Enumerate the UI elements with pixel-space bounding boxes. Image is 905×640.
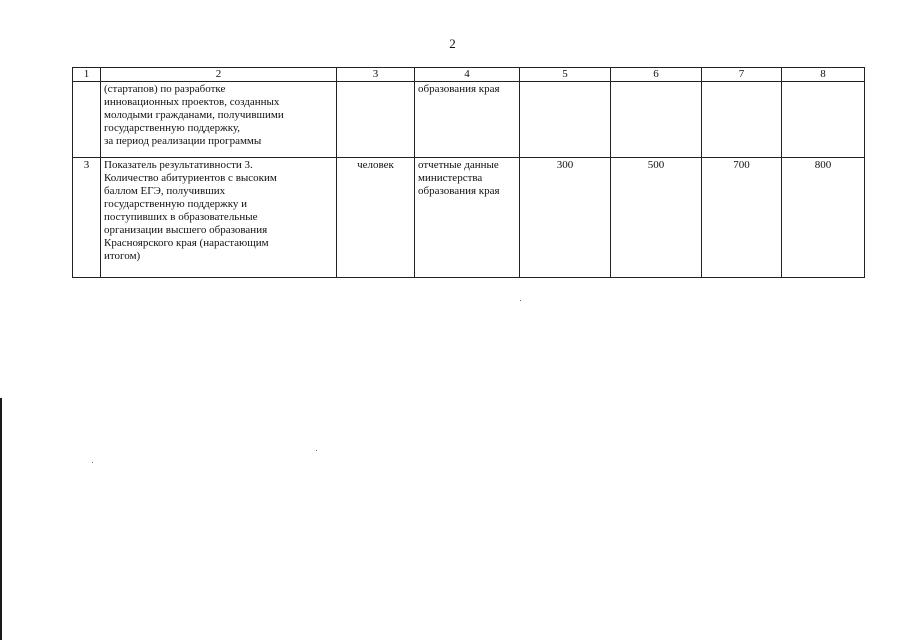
value-cell-5 <box>520 82 611 158</box>
indicator-name-cell: Показатель результативности 3. Количество абитуриентов с высоким баллом ЕГЭ, получивших государственную поддержку и поступивших в образовательные организации высшего образования Красноярского края (нарастающим итогом) <box>101 158 337 278</box>
row-number-cell <box>73 82 101 158</box>
column-header: 5 <box>520 68 611 82</box>
column-header: 3 <box>337 68 415 82</box>
unit-cell <box>337 82 415 158</box>
table-row <box>73 82 865 158</box>
column-header: 7 <box>702 68 782 82</box>
column-header: 4 <box>415 68 520 82</box>
value-cell-6: 500 <box>611 158 702 278</box>
column-header: 6 <box>611 68 702 82</box>
column-header: 2 <box>101 68 337 82</box>
scan-speck <box>520 300 521 301</box>
row-number-cell: 3 <box>73 158 101 278</box>
table-row <box>73 158 865 278</box>
indicator-name-cell: (стартапов) по разработке инновационных проектов, созданных молодыми гражданами, получившими государственную поддержку, за период реализации программы <box>101 82 337 158</box>
scan-edge-shadow <box>0 398 2 640</box>
indicators-table <box>72 67 865 278</box>
source-cell: образования края <box>415 82 520 158</box>
page-number: 2 <box>449 36 456 51</box>
value-cell-7 <box>702 82 782 158</box>
column-header: 8 <box>782 68 865 82</box>
scan-speck <box>316 450 317 451</box>
column-header: 1 <box>73 68 101 82</box>
value-cell-8 <box>782 82 865 158</box>
value-cell-7: 700 <box>702 158 782 278</box>
table-header-row <box>73 68 865 82</box>
unit-cell: человек <box>337 158 415 278</box>
source-cell: отчетные данные министерства образования края <box>415 158 520 278</box>
value-cell-6 <box>611 82 702 158</box>
value-cell-8: 800 <box>782 158 865 278</box>
scan-speck <box>92 462 93 463</box>
value-cell-5: 300 <box>520 158 611 278</box>
